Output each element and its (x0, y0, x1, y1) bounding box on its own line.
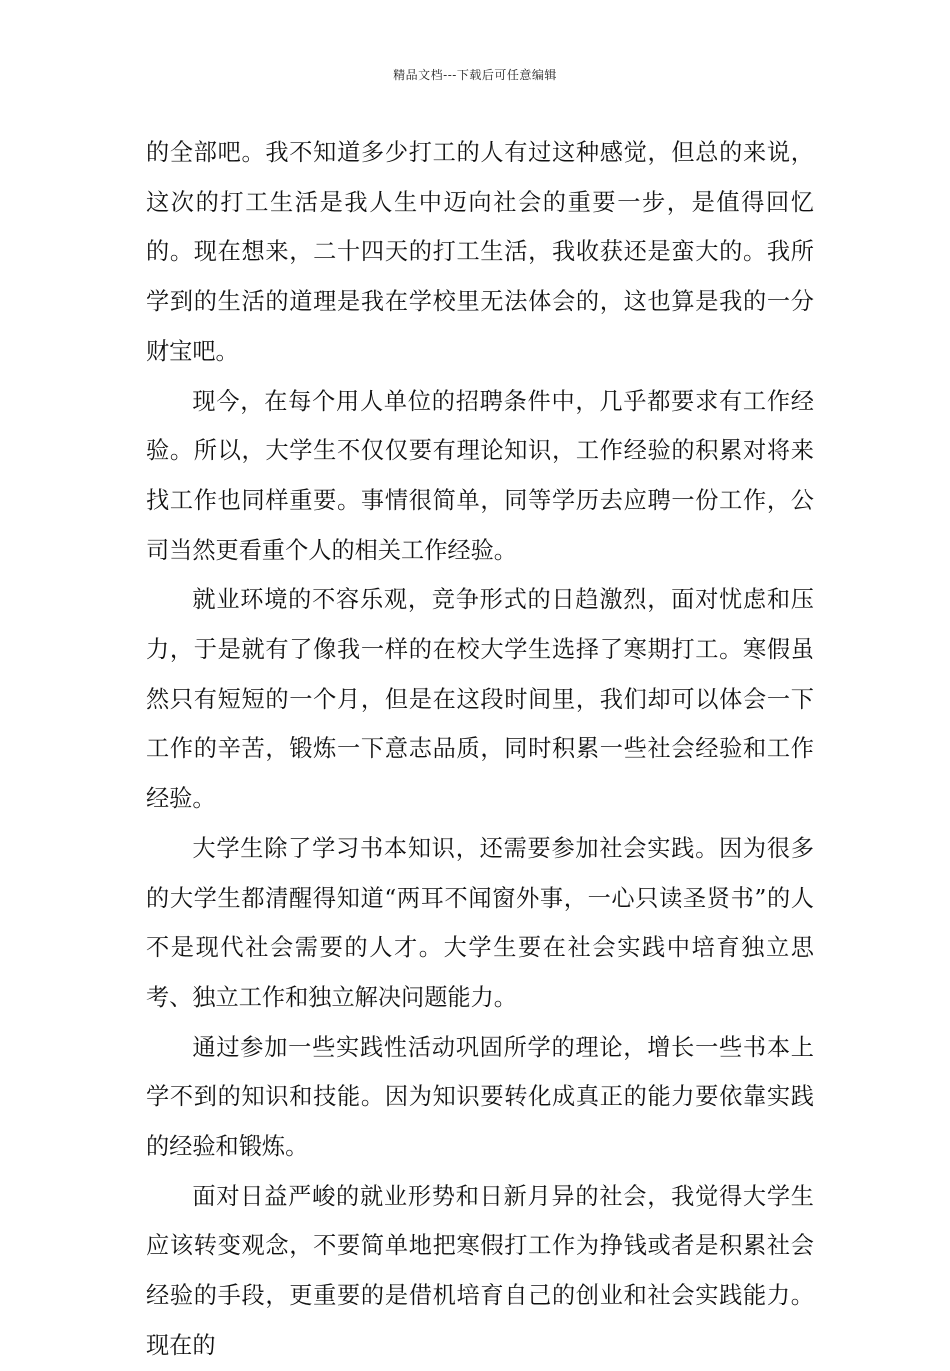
page-header: 精品文档---下载后可任意编辑 (393, 68, 557, 82)
paragraph-6: 面对日益严峻的就业形势和日新月异的社会，我觉得大学生应该转变观念，不要简单地把寒假打工作为挣钱或者是积累社会经验的手段，更重要的是借机培育自己的创业和社会实践能力。现在的 (146, 1182, 814, 1359)
paragraph-3: 就业环境的不容乐观，竞争形式的日趋激烈，面对忧虑和压力，于是就有了像我一样的在校大学生选择了寒期打工。寒假虽然只有短短的一个月，但是在这段时间里，我们却可以体会一下工作的辛苦，锻炼一下意志品质，同时积累一些社会经验和工作经验。 (146, 586, 814, 813)
paragraph-4: 大学生除了学习书本知识，还需要参加社会实践。因为很多的大学生都清醒得知道“两耳不闻窗外事，一心只读圣贤书”的人不是现代社会需要的人才。大学生要在社会实践中培育独立思考、独立工作和独立解决问题能力。 (146, 834, 814, 1011)
paragraph-5: 通过参加一些实践性活动巩固所学的理论，增长一些书本上学不到的知识和技能。因为知识要转化成真正的能力要依靠实践的经验和锻炼。 (146, 1033, 814, 1161)
document-body (146, 128, 814, 1371)
paragraph-1: 的全部吧。我不知道多少打工的人有过这种感觉，但总的来说，这次的打工生活是我人生中迈向社会的重要一步，是值得回忆的。现在想来，二十四天的打工生活，我收获还是蛮大的。我所学到的生活的道理是我在学校里无法体会的，这也算是我的一分财宝吧。 (146, 139, 814, 365)
paragraph-2: 现今，在每个用人单位的招聘条件中，几乎都要求有工作经验。所以，大学生不仅仅要有理论知识，工作经验的积累对将来找工作也同样重要。事情很简单，同等学历去应聘一份工作，公司当然更看重个人的相关工作经验。 (146, 387, 814, 564)
